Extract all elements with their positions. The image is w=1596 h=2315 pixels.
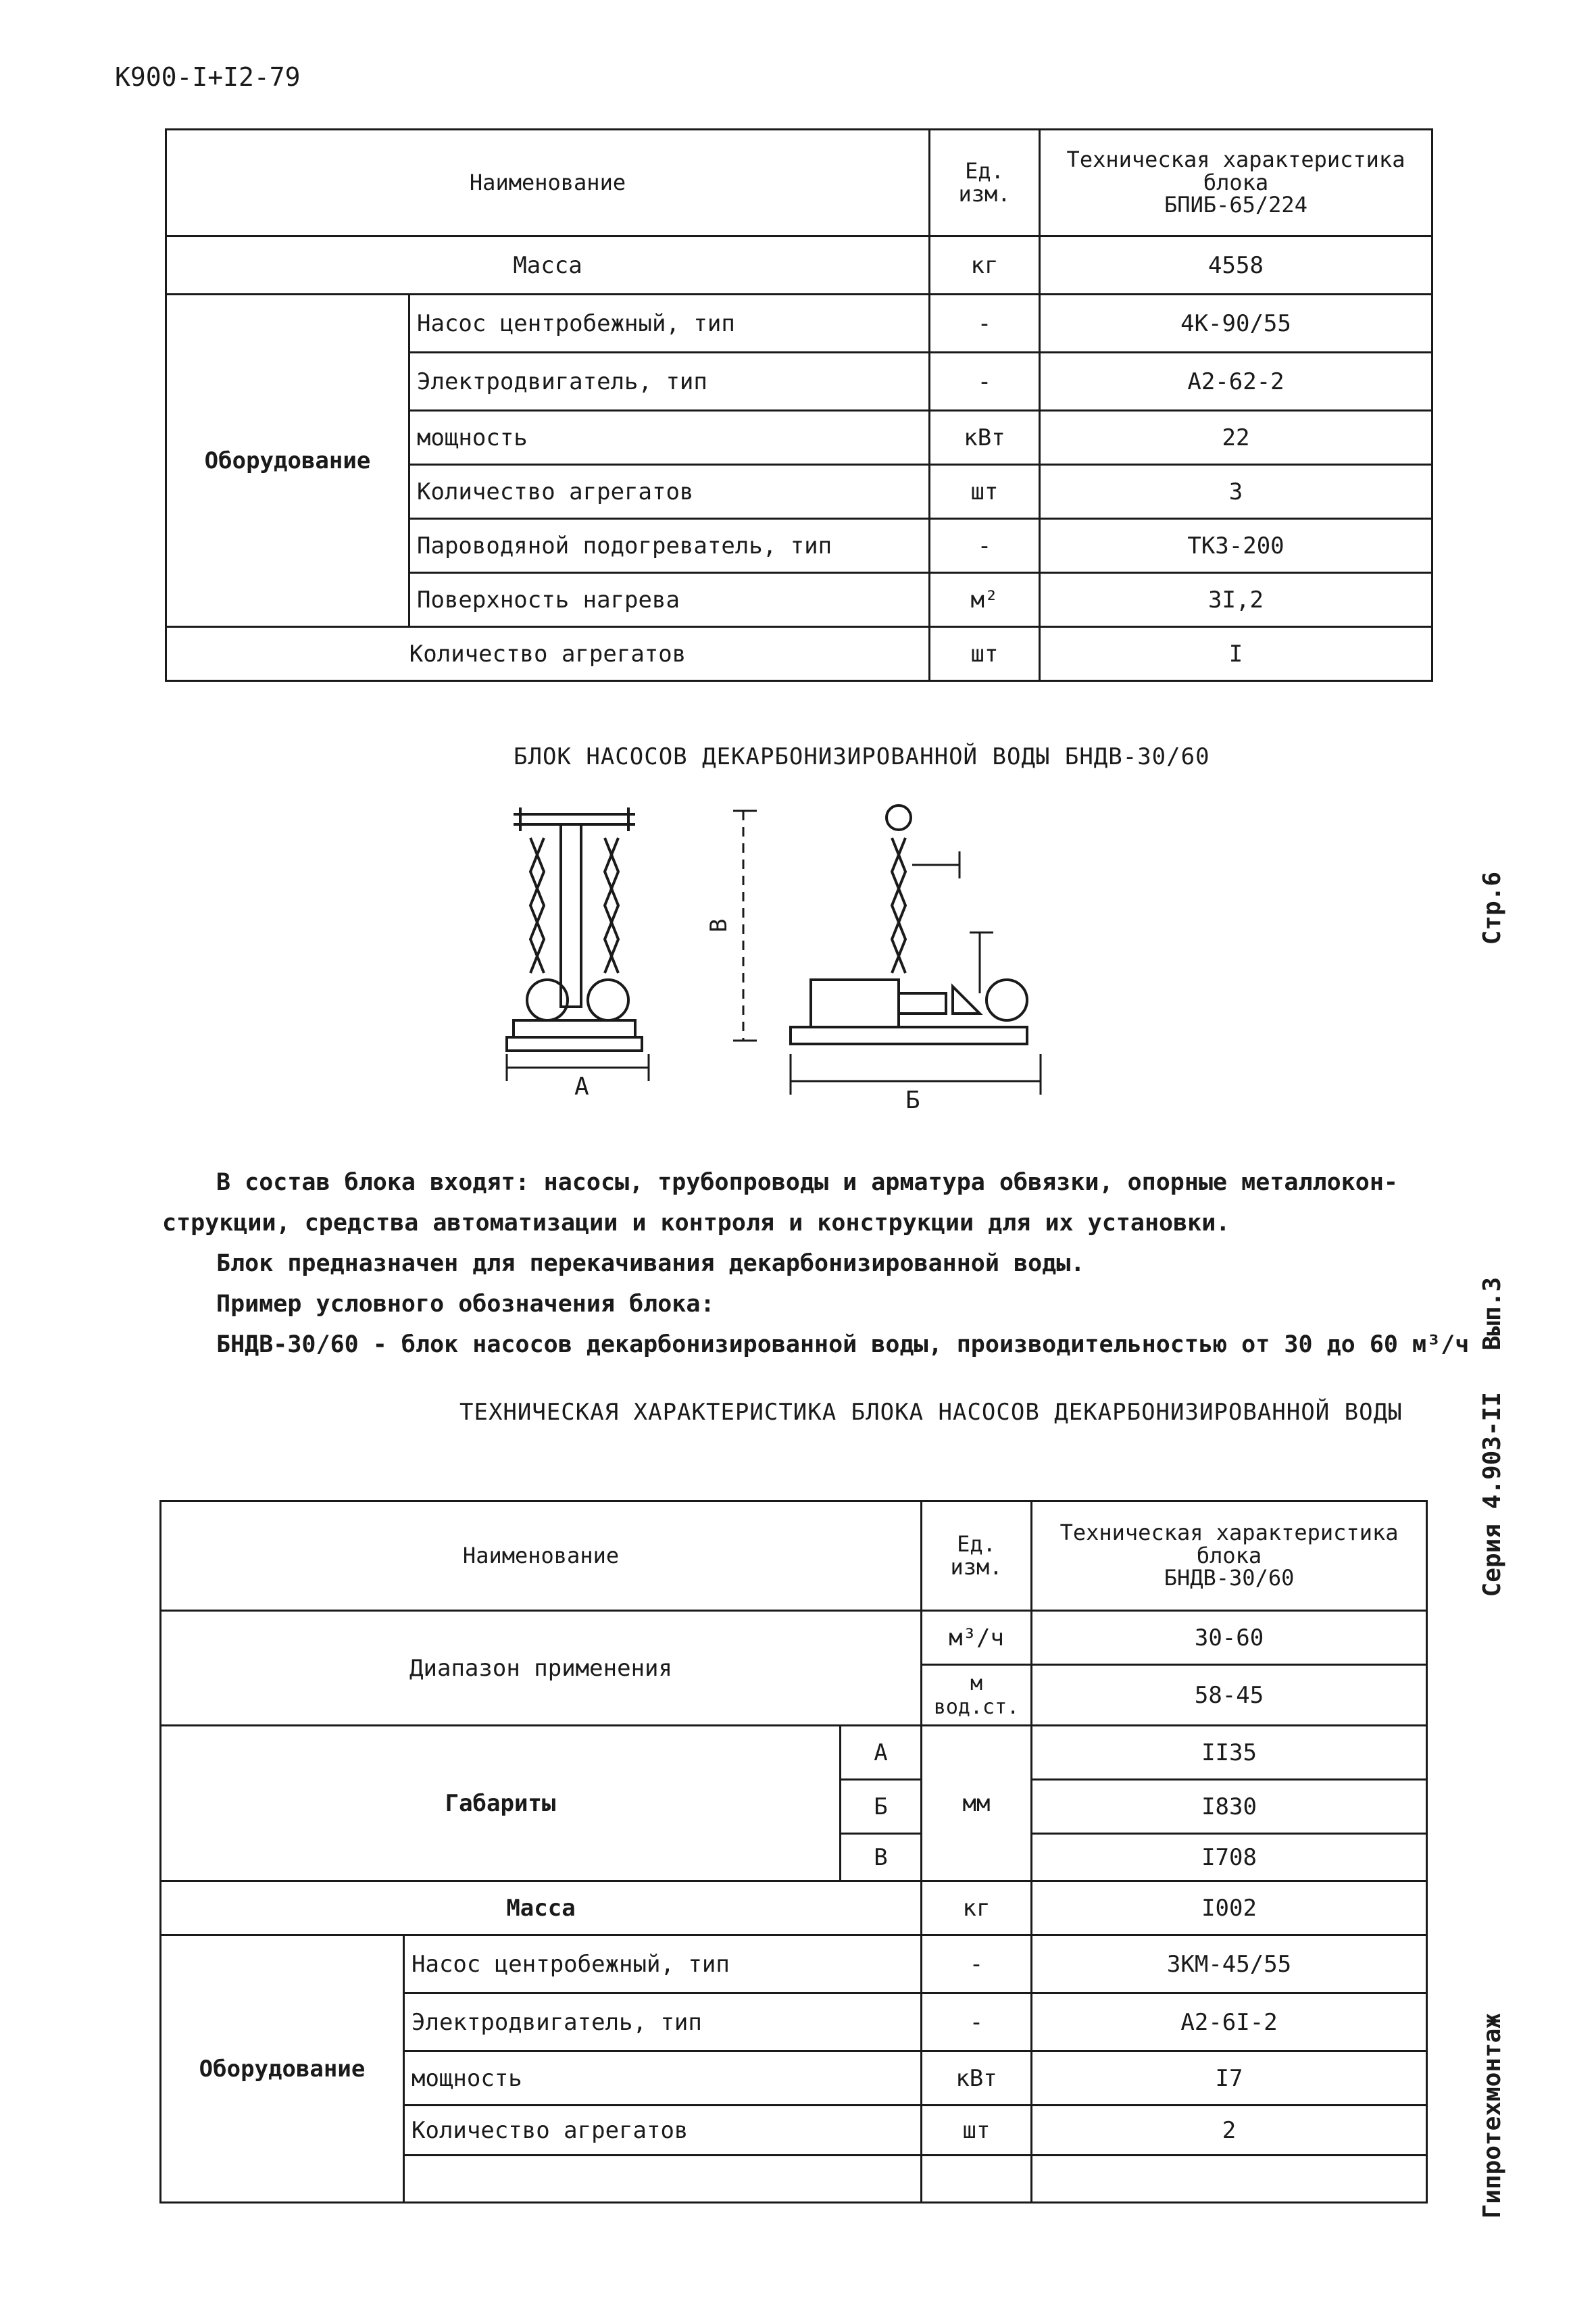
front-view (507, 807, 649, 1081)
range-unit-1: м³/ч (922, 1611, 1032, 1665)
equipment-row-unit: шт (922, 2106, 1032, 2156)
equipment-row-unit: - (930, 295, 1040, 353)
equipment-row-value: А2-62-2 (1040, 353, 1432, 411)
block-title: БЛОК НАСОСОВ ДЕКАРБОНИЗИРОВАННОЙ ВОДЫ БНДВ-30/60 (514, 743, 1210, 770)
equipment-row-label: мощность (409, 411, 930, 465)
equipment-row-unit: - (930, 519, 1040, 573)
equipment-row-unit: кВт (930, 411, 1040, 465)
equipment-row-unit: шт (930, 465, 1040, 519)
equipment-row-unit: - (922, 1935, 1032, 1993)
paragraph-line: Пример условного обозначения блока: (216, 1291, 715, 1318)
pump-block-drawing (493, 797, 1101, 1135)
description-paragraph (162, 1162, 1487, 1365)
gabarity-key: А (841, 1726, 922, 1780)
footer-value: I (1040, 627, 1432, 681)
equipment-row-unit: - (922, 1993, 1032, 2051)
gabarity-key: Б (841, 1780, 922, 1834)
gabarity-value: I830 (1032, 1780, 1427, 1834)
header-name: Наименование (161, 1501, 922, 1611)
equipment-row-label: Количество агрегатов (409, 465, 930, 519)
equipment-label: Оборудование (161, 1935, 404, 2203)
dim-a-label: А (574, 1073, 589, 1101)
paragraph-line: струкции, средства автоматизации и контроля и конструкции для их установки. (162, 1210, 1230, 1237)
range-value-2: 58-45 (1032, 1665, 1427, 1726)
gabarity-value: I708 (1032, 1834, 1427, 1881)
empty-row (922, 2156, 1032, 2203)
range-value-1: 30-60 (1032, 1611, 1427, 1665)
equipment-row-label: мощность (404, 2051, 922, 2106)
equipment-row-label: Насос центробежный, тип (404, 1935, 922, 1993)
header-spec: Техническая характеристика блока БПИБ-65/224 (1040, 130, 1432, 237)
equipment-row-unit: кВт (922, 2051, 1032, 2106)
footer-label: Количество агрегатов (166, 627, 930, 681)
equipment-row-label: Поверхность нагрева (409, 573, 930, 627)
range-unit-2: м вод.ст. (922, 1665, 1032, 1726)
header-unit: Ед. изм. (930, 130, 1040, 237)
equipment-row-value: 3I,2 (1040, 573, 1432, 627)
gabarity-unit: мм (922, 1726, 1032, 1881)
header-name: Наименование (166, 130, 930, 237)
equipment-row-value: ТКЗ-200 (1040, 519, 1432, 573)
equipment-row-label: Насос центробежный, тип (409, 295, 930, 353)
series-label: Серия 4.903-II (1478, 1392, 1506, 1597)
mass-value: I002 (1032, 1881, 1427, 1935)
equipment-row-label: Пароводяной подогреватель, тип (409, 519, 930, 573)
document-code: К900-I+I2-79 (115, 62, 301, 92)
page-number: Стр.6 (1478, 872, 1506, 945)
range-label: Диапазон применения (161, 1611, 922, 1726)
equipment-row-unit: - (930, 353, 1040, 411)
equipment-row-value: 3 (1040, 465, 1432, 519)
equipment-row-value: 4К-90/55 (1040, 295, 1432, 353)
footer-unit: шт (930, 627, 1040, 681)
dim-v-label: В (705, 918, 732, 932)
header-spec: Техническая характеристика блока БНДВ-30/60 (1032, 1501, 1427, 1611)
equipment-row-value: 22 (1040, 411, 1432, 465)
equipment-row-value: 3КМ-45/55 (1032, 1935, 1427, 1993)
side-view (733, 805, 1041, 1095)
equipment-row-value: I7 (1032, 2051, 1427, 2106)
header-unit: Ед. изм. (922, 1501, 1032, 1611)
spec-table-2 (159, 1500, 1428, 2204)
equipment-row-label: Электродвигатель, тип (409, 353, 930, 411)
paragraph-line: БНДВ-30/60 - блок насосов декарбонизированной воды, производительностью от 30 до 60 м³/ч (216, 1331, 1470, 1358)
empty-row (404, 2156, 922, 2203)
empty-row (1032, 2156, 1427, 2203)
paragraph-line: Блок предназначен для перекачивания декарбонизированной воды. (216, 1250, 1085, 1277)
equipment-row-label: Количество агрегатов (404, 2106, 922, 2156)
issue-label: Вып.3 (1478, 1277, 1506, 1351)
gabarity-key: В (841, 1834, 922, 1881)
mass-unit: кг (930, 237, 1040, 295)
mass-value: 4558 (1040, 237, 1432, 295)
gabarity-label: Габариты (161, 1726, 841, 1881)
spec-table-1 (165, 128, 1433, 682)
equipment-label: Оборудование (166, 295, 409, 627)
equipment-row-unit: м² (930, 573, 1040, 627)
paragraph-line: В состав блока входят: насосы, трубопроводы и арматура обвязки, опорные металлокон- (216, 1169, 1398, 1196)
mass-label: Масса (166, 237, 930, 295)
mass-unit: кг (922, 1881, 1032, 1935)
organization-label: Гипротехмонтаж (1478, 2014, 1506, 2219)
equipment-row-value: А2-6I-2 (1032, 1993, 1427, 2051)
equipment-row-value: 2 (1032, 2106, 1427, 2156)
equipment-row-label: Электродвигатель, тип (404, 1993, 922, 2051)
mass-label: Масса (161, 1881, 922, 1935)
gabarity-value: II35 (1032, 1726, 1427, 1780)
dim-b-label: Б (905, 1087, 920, 1114)
table2-title: ТЕХНИЧЕСКАЯ ХАРАКТЕРИСТИКА БЛОКА НАСОСОВ ДЕКАРБОНИЗИРОВАННОЙ ВОДЫ (459, 1399, 1403, 1426)
